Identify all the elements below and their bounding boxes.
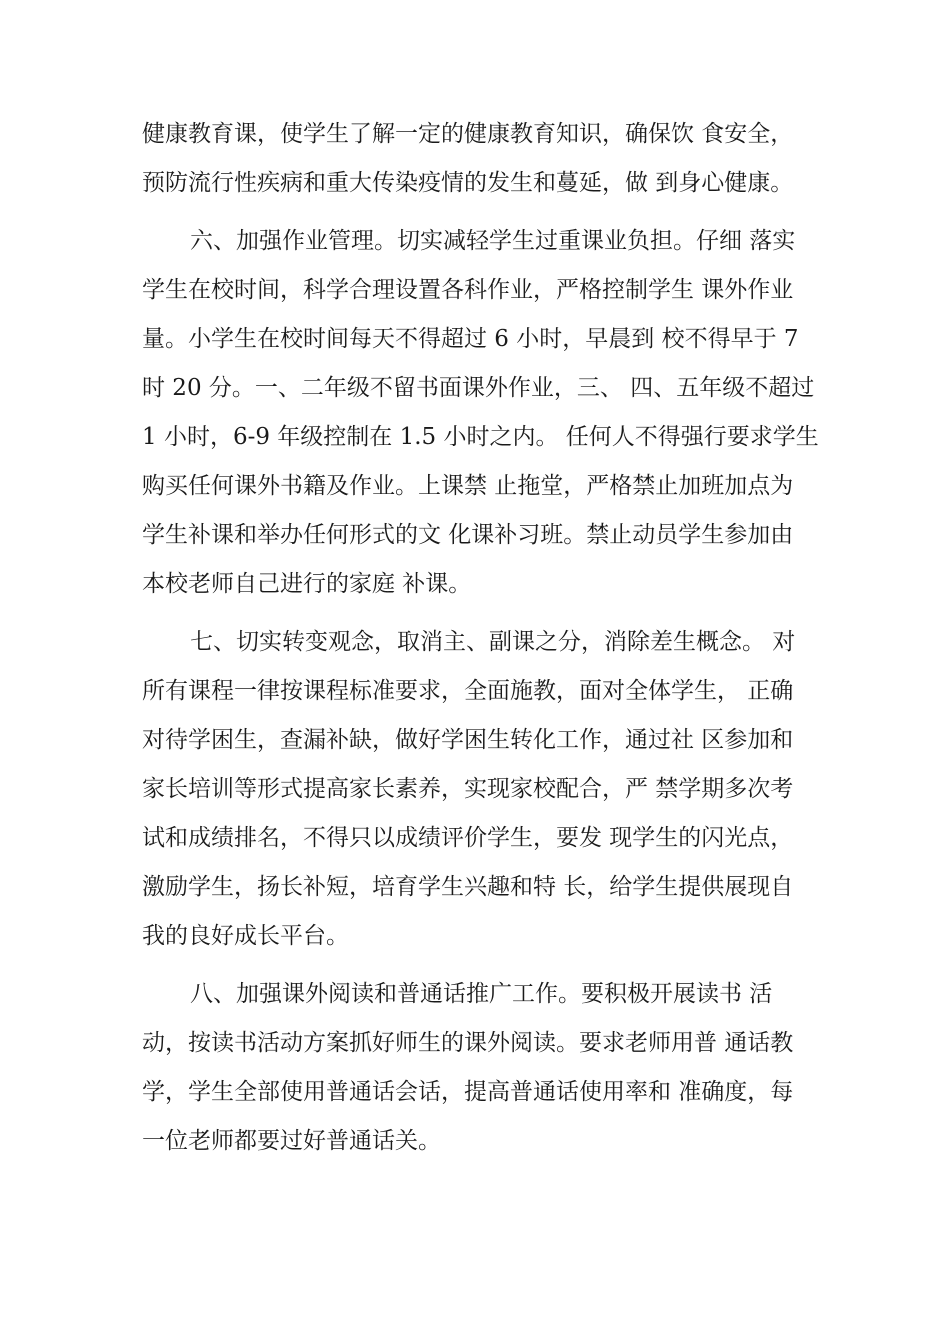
text-line: 家长培训等形式提高家长素养，实现家校配合，严 禁学期多次考	[142, 776, 794, 802]
text-line: 我的良好成长平台。	[142, 923, 349, 949]
text-line: 八、加强课外阅读和普通话推广工作。要积极开展读书 活	[190, 981, 773, 1007]
text-line: 购买任何课外书籍及作业。上课禁 止拖堂，严格禁止加班加点为	[142, 473, 794, 499]
document-body	[142, 110, 822, 1166]
text-line: 学，学生全部使用普通话会话，提高普通话使用率和 准确度，每	[142, 1079, 794, 1105]
text-line: 学生补课和举办任何形式的文 化课补习班。禁止动员学生参加由	[142, 522, 794, 548]
text-line: 学生在校时间，科学合理设置各科作业，严格控制学生 课外作业	[142, 277, 794, 303]
text-line: 1 小时，6-9 年级控制在 1.5 小时之内。 任何人不得强行要求学生	[142, 424, 819, 450]
text-line: 所有课程一律按课程标准要求，全面施教，面对全体学生， 正确	[142, 678, 794, 704]
text-line: 本校老师自己进行的家庭 补课。	[142, 571, 472, 597]
paragraph-homework-management	[142, 217, 822, 609]
paragraph-reading-mandarin	[142, 970, 822, 1166]
text-line: 时 20 分。一、二年级不留书面课外作业，三、 四、五年级不超过	[142, 375, 815, 401]
text-line: 激励学生，扬长补短，培育学生兴趣和特 长，给学生提供展现自	[142, 874, 794, 900]
paragraph-health-education-continued	[142, 110, 822, 208]
text-line: 健康教育课，使学生了解一定的健康教育知识，确保饮 食安全，	[142, 121, 794, 147]
text-line: 动，按读书活动方案抓好师生的课外阅读。要求老师用普 通话教	[142, 1030, 794, 1056]
text-line: 预防流行性疾病和重大传染疫情的发生和蔓延，做 到身心健康。	[142, 170, 794, 196]
text-line: 六、加强作业管理。切实减轻学生过重课业负担。仔细 落实	[190, 228, 796, 254]
text-line: 量。小学生在校时间每天不得超过 6 小时，早晨到 校不得早于 7	[142, 326, 799, 352]
text-line: 对待学困生，查漏补缺，做好学困生转化工作，通过社 区参加和	[142, 727, 794, 753]
text-line: 七、切实转变观念，取消主、副课之分，消除差生概念。 对	[190, 629, 796, 655]
text-line: 试和成绩排名，不得只以成绩评价学生，要发 现学生的闪光点，	[142, 825, 794, 851]
text-line: 一位老师都要过好普通话关。	[142, 1128, 441, 1154]
paragraph-change-concepts	[142, 618, 822, 961]
